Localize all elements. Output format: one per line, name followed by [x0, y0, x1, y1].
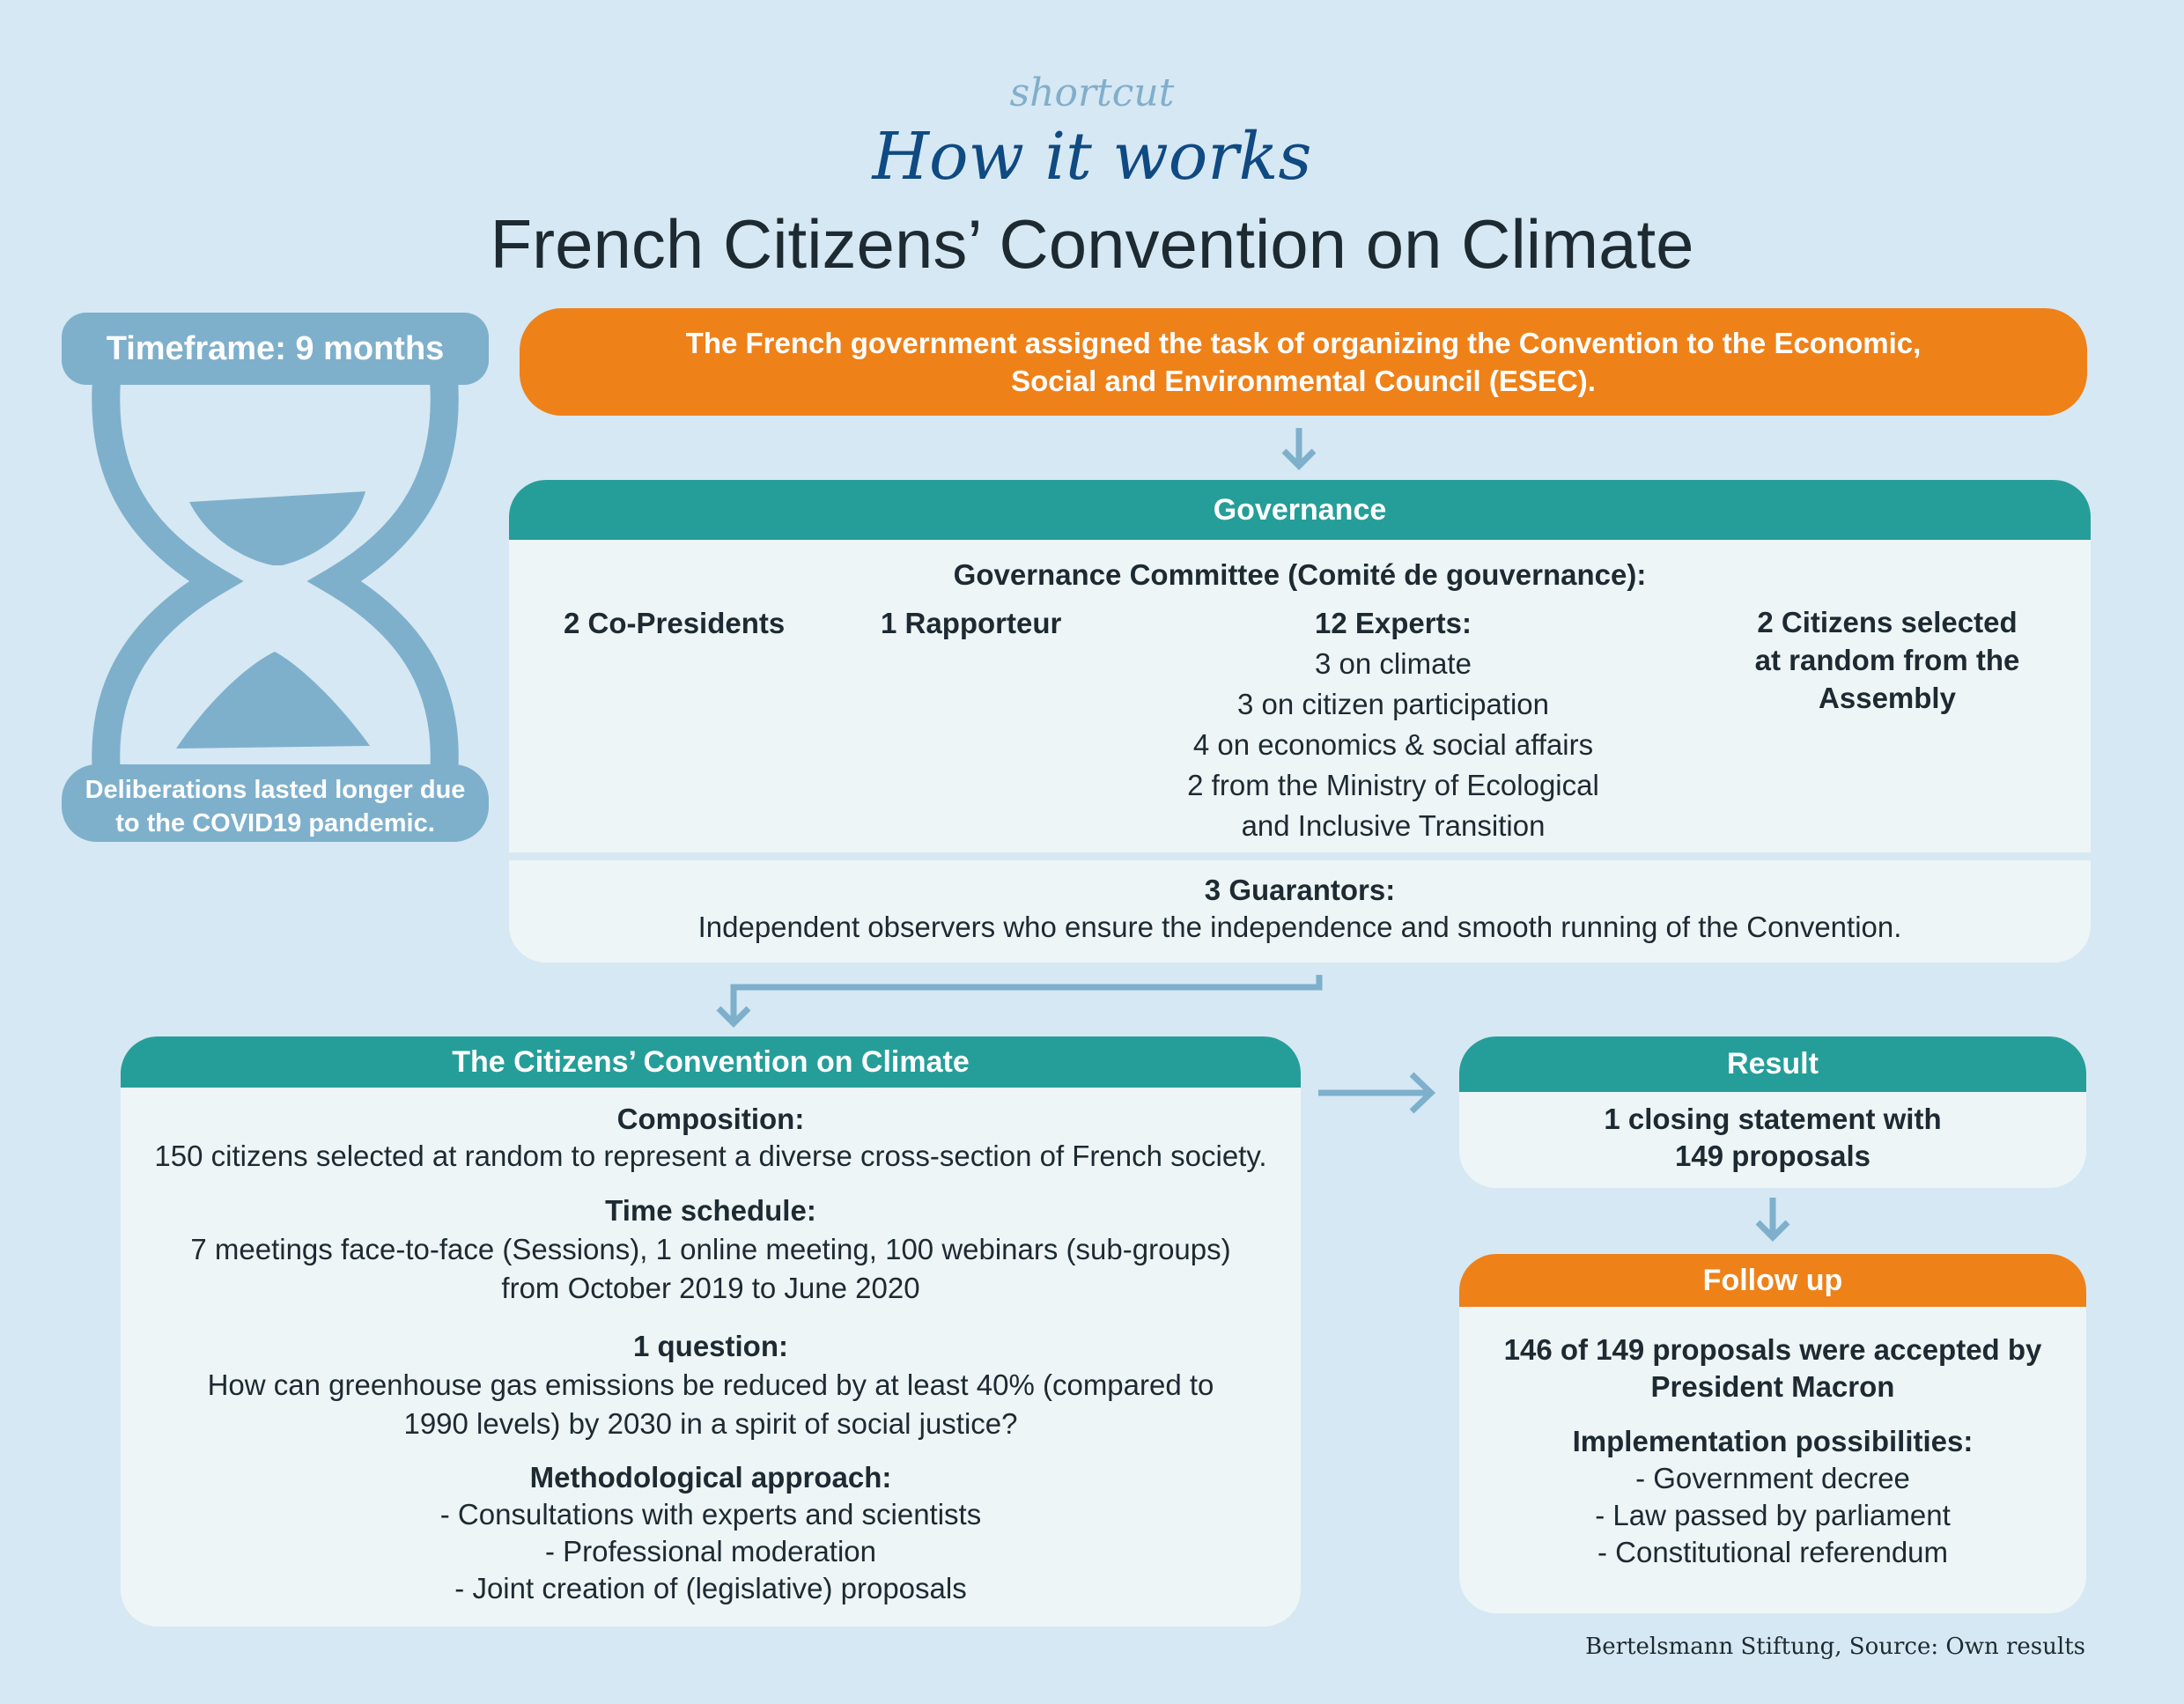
governance-box: [509, 480, 2091, 963]
method-block: [121, 1459, 1301, 1607]
committee-title: Governance Committee (Comité de gouvernance):: [953, 558, 1647, 591]
method-title: Methodological approach:: [529, 1461, 892, 1494]
follow-up-header: Follow up: [1459, 1254, 2086, 1307]
method-item: - Joint creation of (legislative) proposals: [454, 1572, 967, 1604]
composition-title: Composition:: [616, 1103, 805, 1135]
question-block: [121, 1327, 1301, 1443]
governance-divider: [509, 852, 2091, 860]
experts-title: 12 Experts:: [1315, 607, 1472, 639]
arrow-down-icon: [1751, 1196, 1795, 1242]
implementation-title: Implementation possibilities:: [1572, 1425, 1974, 1457]
arrow-down-icon: [1277, 426, 1321, 470]
result-line: 149 proposals: [1675, 1140, 1870, 1172]
guarantors-title: 3 Guarantors:: [1204, 874, 1396, 906]
esec-box: [520, 308, 2087, 416]
covid-note: [62, 764, 489, 842]
guarantors-block: [509, 872, 2091, 946]
schedule-line: 7 meetings face-to-face (Sessions), 1 online meeting, 100 webinars (sub-groups): [190, 1233, 1231, 1265]
experts-block: [1154, 603, 1633, 846]
composition-text: 150 citizens selected at random to represent a diverse cross-section of French society.: [154, 1140, 1267, 1172]
schedule-title: Time schedule:: [605, 1194, 816, 1227]
follow-up-box: [1459, 1254, 2086, 1613]
question-line: 1990 levels) by 2030 in a spirit of social justice?: [403, 1407, 1018, 1440]
connector-arrow-icon: [696, 964, 1330, 1030]
governance-header: Governance: [509, 480, 2091, 540]
question-line: How can greenhouse gas emissions be reduced by at least 40% (compared to: [207, 1368, 1214, 1401]
implementation-item: - Government decree: [1635, 1462, 1910, 1494]
experts-line: and Inclusive Transition: [1241, 809, 1546, 842]
citizens-line: 2 Citizens selected: [1757, 606, 2018, 638]
follow-up-line: 146 of 149 proposals were accepted by: [1503, 1333, 2042, 1366]
method-item: - Professional moderation: [544, 1535, 877, 1568]
guarantors-text: Independent observers who ensure the independence and smooth running of the Convention.: [697, 911, 1902, 943]
rapporteur: 1 Rapporteur: [881, 607, 1062, 639]
source-credit: Bertelsmann Stiftung, Source: Own results: [1585, 1634, 2085, 1660]
kicker: shortcut: [1009, 70, 1175, 115]
arrow-right-icon: [1317, 1070, 1440, 1116]
result-text: [1459, 1101, 2086, 1175]
timeframe-badge: Timeframe: 9 months: [62, 313, 489, 385]
composition-block: [121, 1101, 1301, 1175]
experts-line: 4 on economics & social affairs: [1192, 728, 1594, 761]
follow-up-line: President Macron: [1650, 1370, 1895, 1403]
experts-line: 3 on climate: [1315, 647, 1472, 680]
esec-line: The French government assigned the task of organizing the Convention to the Economic,: [685, 327, 1922, 359]
schedule-line: from October 2019 to June 2020: [501, 1272, 920, 1304]
convention-box: [121, 1036, 1301, 1627]
esec-line: Social and Environmental Council (ESEC).: [1011, 365, 1596, 397]
co-presidents: 2 Co-Presidents: [564, 607, 786, 639]
experts-line: 2 from the Ministry of Ecological: [1187, 769, 1599, 801]
result-line: 1 closing statement with: [1604, 1103, 1942, 1135]
implementation-item: - Law passed by parliament: [1595, 1499, 1951, 1531]
implementation-block: [1459, 1423, 2086, 1571]
result-box: [1459, 1036, 2086, 1188]
subtitle: How it works: [872, 119, 1312, 195]
follow-up-text: [1459, 1331, 2086, 1405]
implementation-item: - Constitutional referendum: [1597, 1536, 1949, 1568]
citizens-line: at random from the: [1754, 644, 2020, 676]
experts-line: 3 on citizen participation: [1236, 688, 1550, 720]
covid-note-line: Deliberations lasted longer due: [85, 776, 466, 804]
citizens-block: [1715, 603, 2059, 717]
method-item: - Consultations with experts and scientists: [439, 1498, 982, 1531]
covid-note-line: to the COVID19 pandemic.: [115, 809, 435, 837]
hourglass-icon: [62, 370, 489, 784]
convention-header: The Citizens’ Convention on Climate: [121, 1036, 1301, 1088]
result-header: Result: [1459, 1036, 2086, 1092]
question-title: 1 question:: [632, 1330, 788, 1362]
schedule-block: [121, 1191, 1301, 1308]
page-title: French Citizens’ Convention on Climate: [490, 205, 1694, 283]
citizens-line: Assembly: [1819, 682, 1956, 714]
